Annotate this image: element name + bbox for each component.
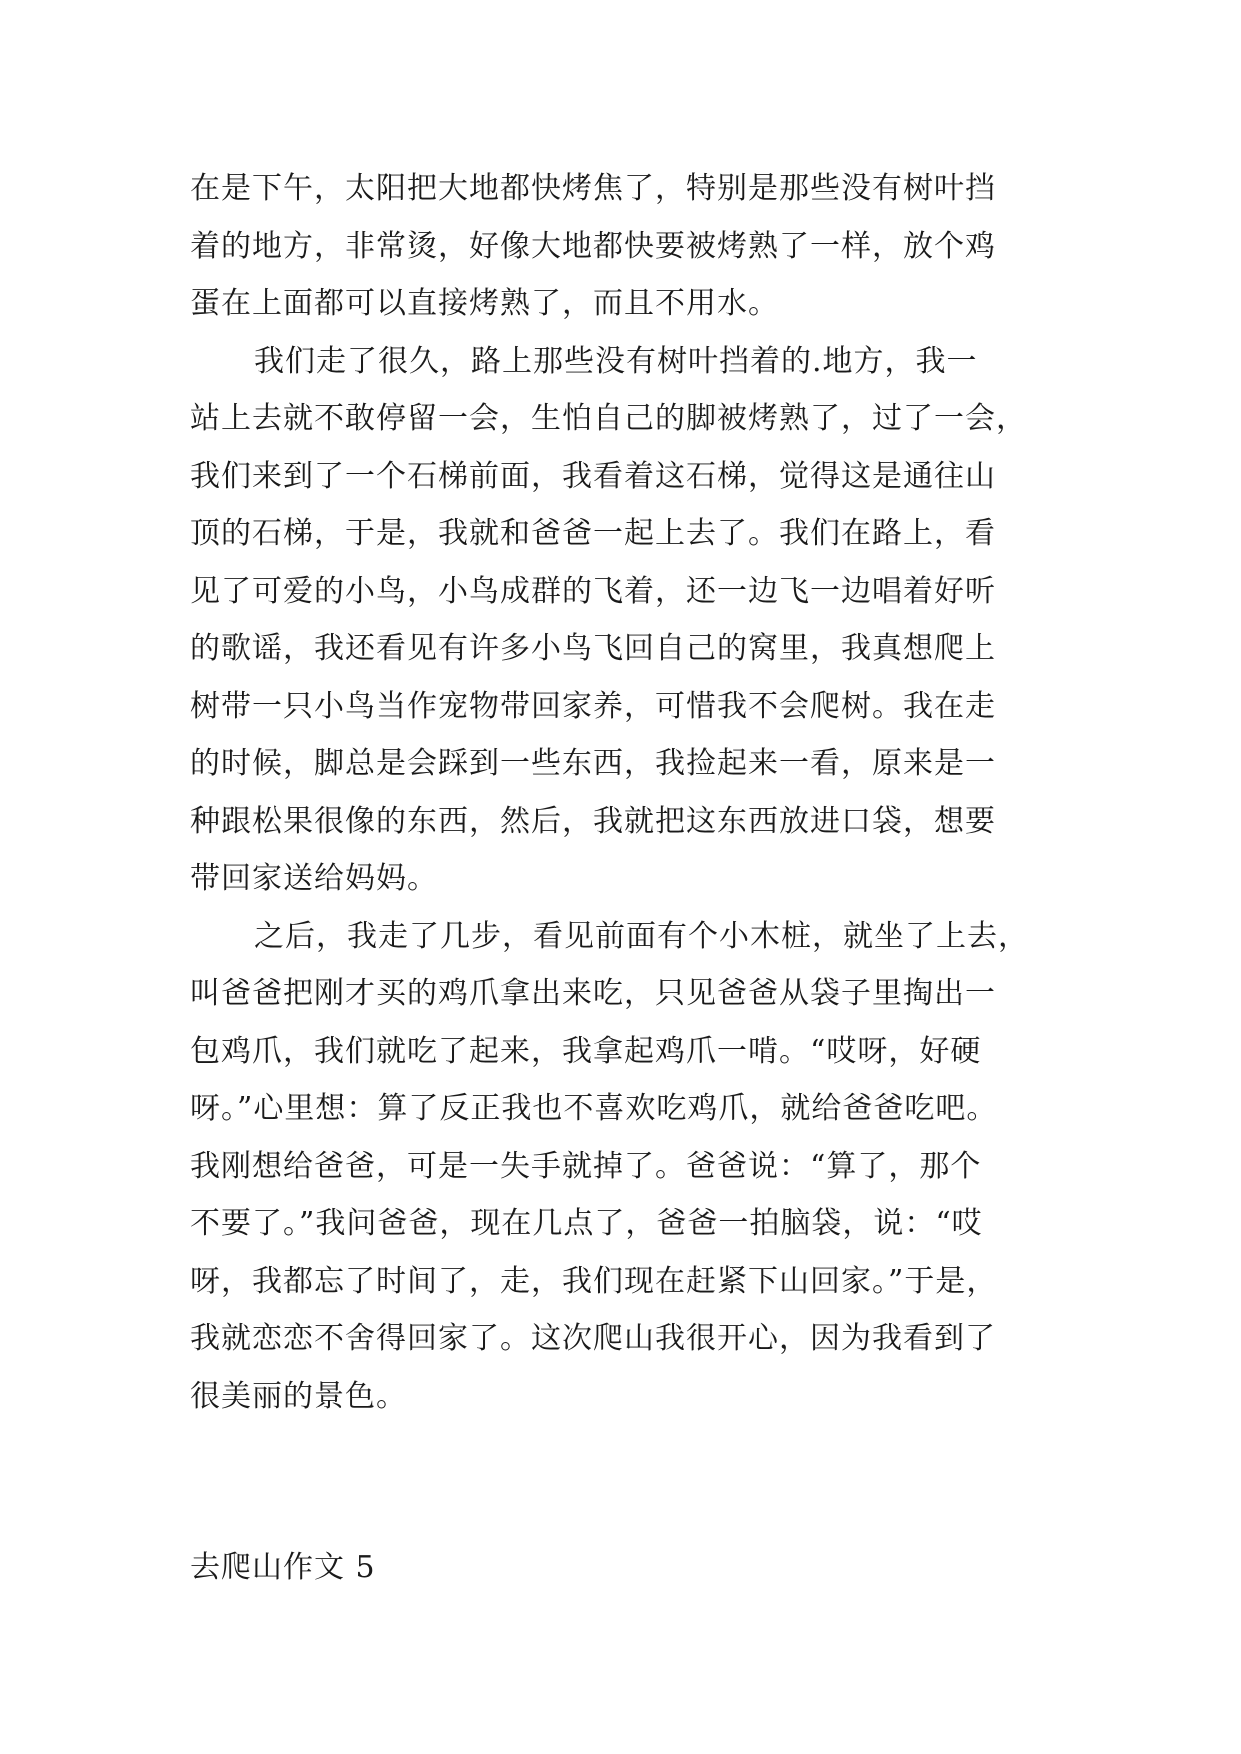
- text-line: 我刚想给爸爸，可是一失手就掉了。爸爸说：“算了，那个: [190, 1148, 982, 1184]
- text-line: 我们走了很久，路上那些没有树叶挡着的.地方，我一: [254, 343, 978, 379]
- text-line: 很美丽的景色。: [190, 1378, 407, 1414]
- text-line: 蛋在上面都可以直接烤熟了，而且不用水。: [190, 286, 779, 321]
- text-line: 着的地方，非常烫，好像大地都快要被烤熟了一样，放个鸡: [190, 228, 996, 264]
- document-body: [190, 160, 1070, 1425]
- text-line: 叫爸爸把刚才买的鸡爪拿出来吃，只见爸爸从袋子里掏出一: [190, 976, 996, 1011]
- text-line: 带回家送给妈妈。: [190, 861, 438, 896]
- text-line: 站上去就不敢停留一会，生怕自己的脚被烤熟了，过了一会，: [190, 401, 1027, 436]
- text-line: 呀。”心里想：算了反正我也不喜欢吃鸡爪，就给爸爸吃吧。: [190, 1091, 998, 1126]
- next-section-heading: 去爬山作文 5: [190, 1550, 376, 1585]
- text-line: 呀，我都忘了时间了，走，我们现在赶紧下山回家。”于是，: [190, 1263, 998, 1299]
- text-line: 我就恋恋不舍得回家了。这次爬山我很开心，因为我看到了: [190, 1321, 996, 1356]
- text-line: 见了可爱的小鸟，小鸟成群的飞着，还一边飞一边唱着好听: [190, 573, 996, 609]
- text-line: 的时候，脚总是会踩到一些东西，我捡起来一看，原来是一: [190, 746, 996, 781]
- text-line: 我们来到了一个石梯前面，我看着这石梯，觉得这是通往山: [190, 458, 996, 494]
- text-line: 的歌谣，我还看见有许多小鸟飞回自己的窝里，我真想爬上: [190, 631, 996, 666]
- text-line: 树带一只小鸟当作宠物带回家养，可惜我不会爬树。我在走: [190, 688, 996, 724]
- text-line: 顶的石梯，于是，我就和爸爸一起上去了。我们在路上，看: [190, 516, 996, 551]
- text-line: 包鸡爪，我们就吃了起来，我拿起鸡爪一啃。“哎呀，好硬: [190, 1033, 982, 1069]
- text-line: 在是下午，太阳把大地都快烤焦了，特别是那些没有树叶挡: [190, 171, 996, 206]
- paragraph-2: [190, 333, 1070, 908]
- paragraph-1: [190, 160, 1070, 333]
- text-line: 之后，我走了几步，看见前面有个小木桩，就坐了上去，: [254, 918, 1029, 954]
- text-line: 不要了。”我问爸爸，现在几点了，爸爸一拍脑袋，说：“哎: [190, 1206, 983, 1241]
- text-line: 种跟松果很像的东西，然后，我就把这东西放进口袋，想要: [190, 803, 996, 839]
- paragraph-3: [190, 908, 1070, 1426]
